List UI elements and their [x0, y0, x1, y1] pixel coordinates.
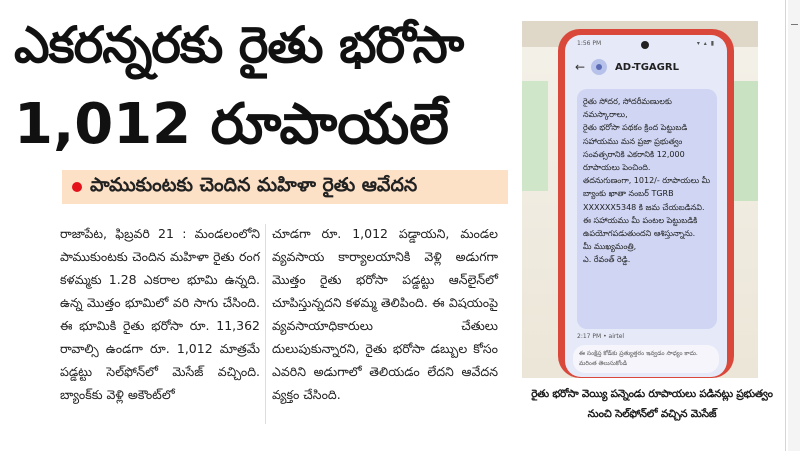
article-text-column-1: రాజాపేట, ఫిబ్రవరి 21 : మండలంలోని పాముకుంటకు చెందిన మహిళా రైతు రంగ కళమ్మకు 1.28 ఎకరాల భూమి ఉన్నది. ఉన్న మొత్తం భూమిలో వరి సాగు చేసింది. ఈ భూమికి రైతు భరోసా రూ. 11,362 రావాల్సి ఉండగా రూ. 1,012 మాత్రమే పడ్డట్టు సెల్‌ఫోన్‌లో మెసేజ్ వచ్చింది. బ్యాంక్‌కు వెళ్లి అకౌంట్‌లో [60, 226, 260, 402]
reply-disabled-notice: ఈ సంక్షిప్త కోడ్‌కు ప్రత్యుత్తరం ఇవ్వడం సాధ్యం కాదు. మరింత తెలుసుకోండి [573, 345, 719, 373]
headline-line-1: ఎకరన్నరకు రైతు భరోసా [14, 16, 464, 74]
article-column-2 [272, 222, 498, 406]
photo-caption: రైతు భరోసా వెయ్యి పన్నెండు రూపాయలు పడినట్లు ప్రభుత్వం నుంచి సెల్‌ఫోన్‌లో వచ్చిన మెసేజ్ [531, 388, 773, 420]
page-edge-line [785, 0, 786, 451]
message-time: 2:17 PM • airtel [577, 333, 625, 340]
status-time: 1:56 PM [577, 40, 602, 47]
status-icons: ▾ ▴ ▮ [696, 40, 715, 47]
column-divider [265, 224, 266, 424]
sender-avatar [591, 59, 607, 75]
back-arrow-icon: ← [574, 60, 586, 74]
phone-screen [565, 35, 727, 377]
sms-message-bubble [577, 89, 717, 329]
subheading-band [62, 170, 508, 204]
bullet-dot-icon [72, 182, 82, 192]
phone-case [558, 29, 734, 378]
person-icon [596, 64, 602, 70]
background-foliage-left [522, 81, 548, 191]
page-margin [788, 0, 800, 451]
subheading: పాముకుంటకు చెందిన మహిళా రైతు ఆవేదన [90, 173, 418, 196]
article-text-column-2: చూడగా రూ. 1,012 పడ్డాయని, మండల వ్యవసాయ కార్యాలయానికి వెళ్లి అడుగగా మొత్తం రైతు భరోసా పడ్డట్టు ఆన్‌లైన్‌లో చూపిస్తున్నదని కళమ్మ తెలిపింది. ఈ విషయంపై వ్యవసాయాధికారులు చేతులు దులుపుకున్నారని, రైతు భరోసా డబ్బుల కోసం ఎవరిని అడుగాలో తెలియడం లేదని ఆవేదన వ్యక్తం చేసింది. [272, 226, 498, 402]
sms-message-text: రైతు సోదర, సోదరీమణులకు నమస్కారాలు, రైతు భరోసా పథకం క్రింద పెట్టుబడి సహాయము మన ప్రజా ప్రభుత్వం సంవత్సరానికి ఎకరానికి 12,000 రూపాయలు పెంచింది. తదనుగుణంగా, 1012/- రూపాయలు మీ బ్యాంకు ఖాతా నంబర్ TGRB XXXXXX5348 కి జమ చేయబడినవి. ఈ సహాయము మీ పంటల పెట్టుబడికి ఉపయోగపడుతుందని ఆశిస్తున్నాను. మీ ముఖ్యమంత్రి, ఎ. రేవంత్ రెడ్డి. [583, 97, 711, 265]
sender-name: AD-TGAGRL [615, 61, 679, 73]
corner-mark [791, 24, 798, 25]
front-camera-icon [641, 41, 649, 49]
phone-photo [522, 21, 758, 378]
headline-line-2: 1,012 రూపాయలే [14, 92, 449, 157]
article-column-1 [60, 222, 260, 406]
sms-header [565, 53, 727, 81]
